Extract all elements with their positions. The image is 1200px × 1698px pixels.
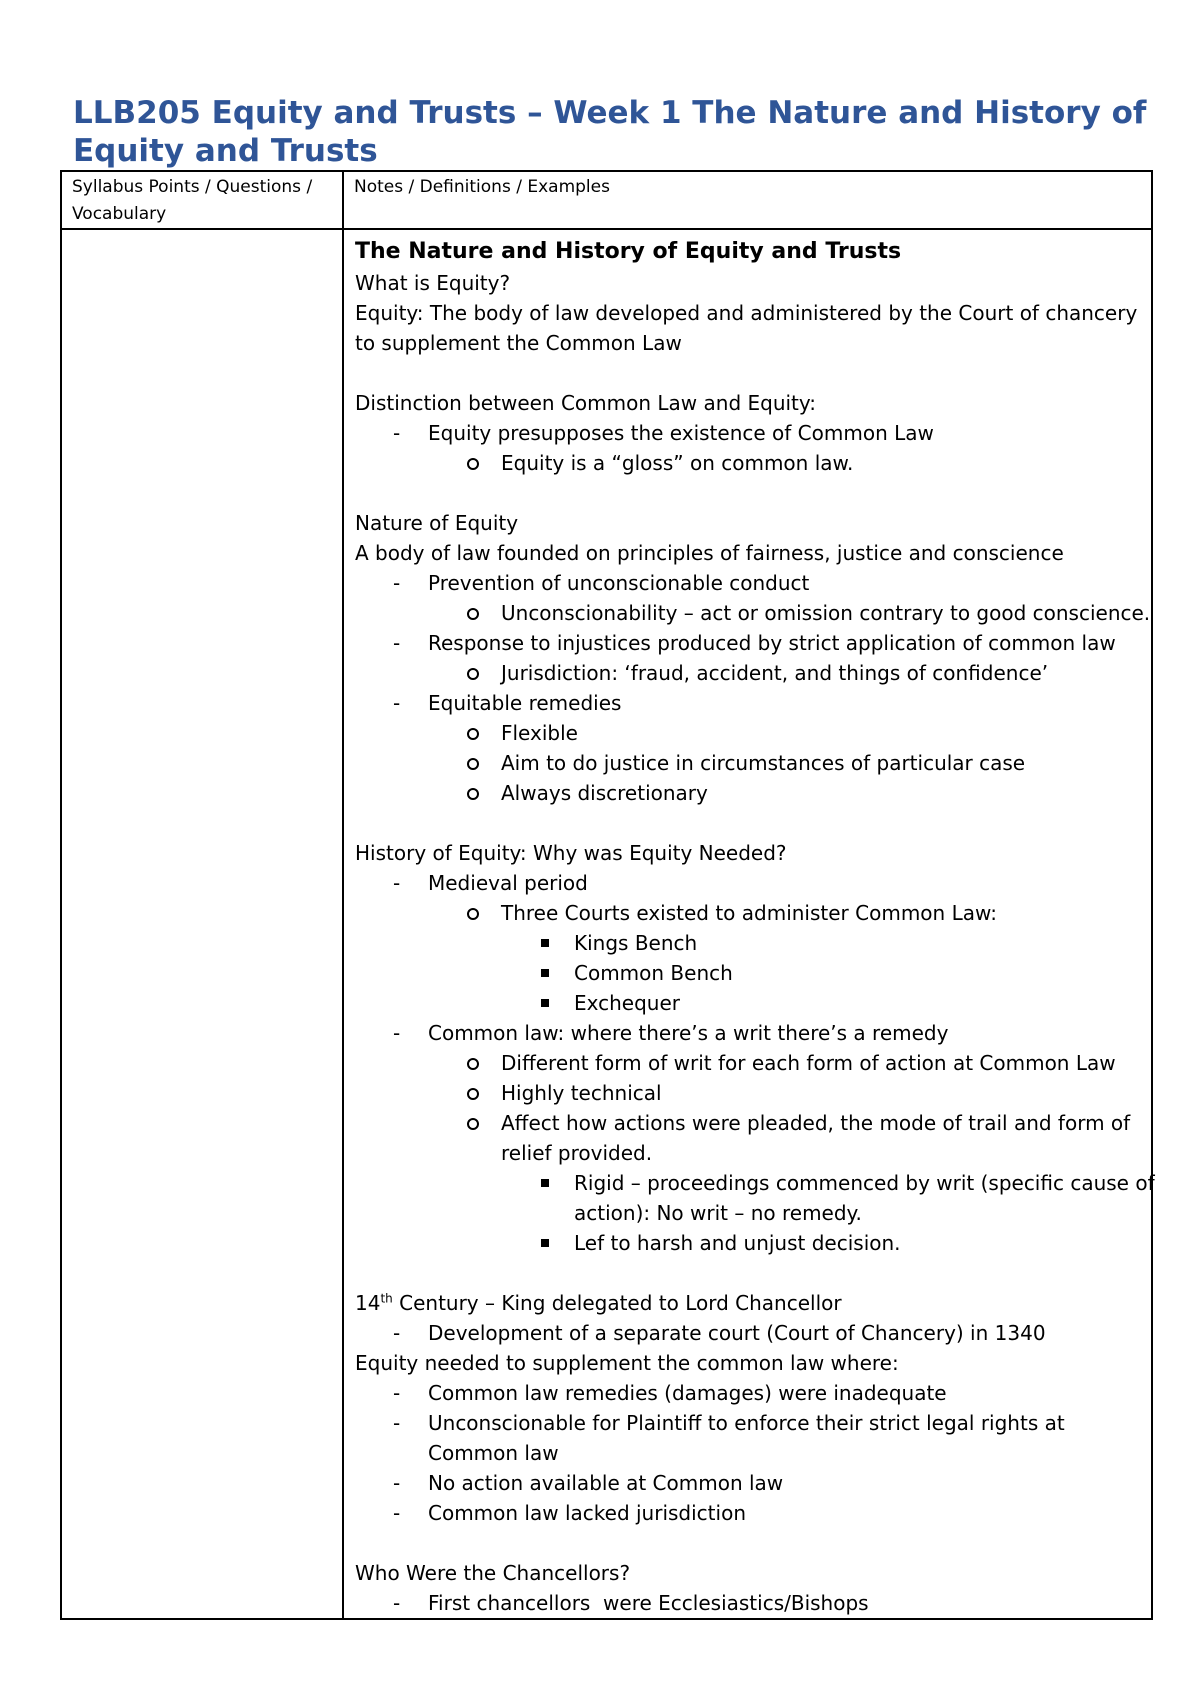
chancellors-title: Who Were the Chancellors? — [355, 1561, 631, 1585]
list-item: Affect how actions were pleaded, the mode of trail and form of — [355, 1108, 1139, 1138]
table-body-row — [61, 229, 1152, 1619]
circle-bullet-icon — [467, 1118, 479, 1130]
equity-definition-line-1: Equity: The body of law developed and administered by the Court of chancery — [355, 301, 1138, 325]
square-bullet-icon — [541, 1239, 549, 1247]
circle-bullet-icon — [467, 758, 479, 770]
circle-bullet-icon — [467, 668, 479, 680]
dash-bullet-icon — [393, 868, 400, 898]
list-item: Three Courts existed to administer Common Law: — [355, 898, 1139, 928]
list-item: - Common law lacked jurisdiction — [355, 1498, 1139, 1528]
circle-bullet-icon — [467, 1058, 479, 1070]
syllabus-cell — [61, 229, 343, 1619]
list-item-continuation: action): No writ – no remedy. — [574, 1201, 862, 1225]
distinction-title: Distinction between Common Law and Equity: — [355, 391, 817, 415]
century-line: 14th Century – King delegated to Lord Chancellor — [355, 1291, 842, 1315]
list-item: - Equitable remedies — [355, 688, 1139, 718]
question-what-is-equity: What is Equity? — [355, 271, 511, 295]
dash-bullet-icon — [393, 418, 400, 448]
list-item: - Response to injustices produced by strict application of common law — [355, 628, 1139, 658]
header-syllabus-label: Syllabus Points / Questions / Vocabulary — [72, 177, 313, 224]
list-item: - Common law remedies (damages) were inadequate — [355, 1378, 1139, 1408]
square-bullet-icon — [541, 999, 549, 1007]
list-item: - No action available at Common law — [355, 1468, 1139, 1498]
equity-needed-line: Equity needed to supplement the common law where: — [355, 1351, 899, 1375]
dash-bullet-icon — [393, 1318, 400, 1348]
list-item: - Prevention of unconscionable conduct — [355, 568, 1139, 598]
dash-bullet-icon — [393, 1408, 400, 1438]
square-bullet-icon — [541, 969, 549, 977]
circle-bullet-icon — [467, 608, 479, 620]
notes-content — [344, 230, 1155, 1618]
circle-bullet-icon — [467, 728, 479, 740]
list-item: Lef to harsh and unjust decision. — [355, 1228, 1139, 1258]
dash-bullet-icon — [393, 1468, 400, 1498]
dash-bullet-icon — [393, 1498, 400, 1528]
list-item: Unconscionability – act or omission contrary to good conscience. — [355, 598, 1139, 628]
list-item: Flexible — [355, 718, 1139, 748]
square-bullet-icon — [541, 939, 549, 947]
circle-bullet-icon — [467, 908, 479, 920]
list-item-continuation: Common law — [428, 1441, 559, 1465]
list-item: Common Bench — [355, 958, 1139, 988]
nature-intro: A body of law founded on principles of fairness, justice and conscience — [355, 541, 1064, 565]
list-item: - First chancellors were Ecclesiastics/Bishops — [355, 1588, 1139, 1618]
list-item: Kings Bench — [355, 928, 1139, 958]
square-bullet-icon — [541, 1179, 549, 1187]
dash-bullet-icon — [393, 1588, 400, 1618]
list-item-continuation: relief provided. — [501, 1141, 653, 1165]
equity-definition-line-2: to supplement the Common Law — [355, 331, 682, 355]
dash-bullet-icon — [393, 568, 400, 598]
header-cell-notes — [343, 171, 1152, 229]
circle-bullet-icon — [467, 1088, 479, 1100]
notes-cell — [343, 229, 1155, 1619]
header-notes-label: Notes / Definitions / Examples — [354, 177, 610, 197]
list-item: Different form of writ for each form of action at Common Law — [355, 1048, 1139, 1078]
notes-heading: The Nature and History of Equity and Trusts — [355, 239, 902, 264]
list-item: - Development of a separate court (Court of Chancery) in 1340 — [355, 1318, 1139, 1348]
list-item: Highly technical — [355, 1078, 1139, 1108]
list-item: - Medieval period — [355, 868, 1139, 898]
list-item: Rigid – proceedings commenced by writ (specific cause of — [355, 1168, 1139, 1198]
document-title: LLB205 Equity and Trusts – Week 1 The Nature and History of Equity and Trusts — [73, 95, 1147, 169]
list-item: Always discretionary — [355, 778, 1139, 808]
list-item: - Common law: where there’s a writ there’s a remedy — [355, 1018, 1139, 1048]
list-item: Aim to do justice in circumstances of particular case — [355, 748, 1139, 778]
list-item: - Equity presupposes the existence of Common Law — [355, 418, 1139, 448]
list-item: Exchequer — [355, 988, 1139, 1018]
history-title: History of Equity: Why was Equity Needed? — [355, 841, 787, 865]
list-item: - Unconscionable for Plaintiff to enforce their strict legal rights at — [355, 1408, 1139, 1438]
circle-bullet-icon — [467, 788, 479, 800]
list-item: Jurisdiction: ‘fraud, accident, and things of confidence’ — [355, 658, 1139, 688]
table-header-row — [61, 171, 1152, 229]
header-cell-syllabus — [61, 171, 343, 229]
dash-bullet-icon — [393, 1018, 400, 1048]
notes-table — [60, 170, 1153, 1620]
dash-bullet-icon — [393, 688, 400, 718]
list-item: Equity is a “gloss” on common law. — [355, 448, 1139, 478]
circle-bullet-icon — [467, 458, 479, 470]
nature-title: Nature of Equity — [355, 511, 519, 535]
dash-bullet-icon — [393, 1378, 400, 1408]
dash-bullet-icon — [393, 628, 400, 658]
